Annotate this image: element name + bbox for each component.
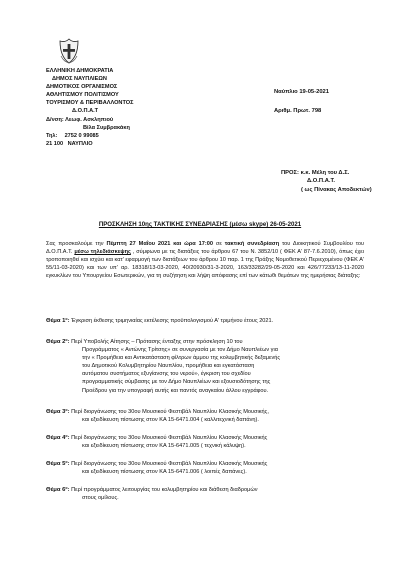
issuer-line: ΔΗΜΟΤΙΚΟΣ ΟΡΓΑΝΙΣΜΟΣ xyxy=(46,84,118,91)
agenda-item-label: Θέμα 2 xyxy=(46,339,66,345)
agenda-item-text: προγραμματικής σύμβασης με τον Δήμο Ναυπλιέων και εξουσιοδότησης της xyxy=(82,379,271,386)
meeting-type: τακτική συνεδρίαση xyxy=(224,241,280,247)
agenda-item-label: Θέμα 1 xyxy=(46,318,66,324)
intro-text: σε xyxy=(212,241,225,247)
issuer-line: Δ.Ο.Π.Α.Τ xyxy=(72,108,99,115)
meeting-datetime: Πέμπτη 27 Μαΐου 2021 και ώρα 17:00 xyxy=(106,241,213,247)
agenda-item-ordinal: ο xyxy=(65,317,68,321)
agenda-item-text: την « Προμήθεια και Αντικατάσταση φίλτρων άμμου της κολυμβητικής δεξαμενής xyxy=(82,355,281,362)
telephone-line xyxy=(46,132,133,140)
issuer-line: ΤΟΥΡΙΣΜΟΥ & ΠΕΡΙΒΑΛΛΟΝΤΟΣ xyxy=(46,100,134,107)
postal-code: 21 100 xyxy=(46,140,64,147)
agenda-item-label: Θέμα 5 xyxy=(46,461,66,467)
agenda-item: Θέμα $3^o$: Περί διοργάνωσης του 30ου Μουσικού Φεστιβάλ Ναυπλίου Κλασικής Μουσικής, και εξειδίκευση πίστωσης στον ΚΑ 15-6471.004 ( καλλιτεχνική δαπάνη). xyxy=(46,406,366,424)
greek-emblem-icon xyxy=(58,38,80,64)
issuer-line: Βίλα Συμβρακάκη xyxy=(83,124,130,131)
agenda-item-label: Θέμα 6 xyxy=(46,487,66,493)
agenda-item-ordinal: ο xyxy=(65,338,68,342)
issuer-line: ΕΛΛΗΝΙΚΗ ΔΗΜΟΚΡΑΤΙΑ xyxy=(46,68,114,74)
agenda-item-text: Προγράμματος « Αντώνης Τρίτσης» σε συνεργασία με τον Δήμο Ναυπλιέων για xyxy=(82,347,278,354)
agenda-item-text: Έγκριση έκθεσης τριμηνιαίας εκτέλεσης προϋπολογισμού Α' τριμήνου έτους 2021. xyxy=(71,318,274,324)
agenda-item-ordinal: ο xyxy=(65,460,68,464)
agenda-item: Θέμα $6^o$: Περί προγράμματος λειτουργίας του κολυμβητηρίου και διάθεση διαδρομών στους ομίλους. xyxy=(46,484,366,502)
agenda-item: Θέμα $1^o$: Έγκριση έκθεσης τριμηνιαίας εκτέλεσης προϋπολογισμού Α' τριμήνου έτους 2021. xyxy=(46,317,274,324)
recipient-block xyxy=(281,169,372,194)
agenda-item-text: Περί διοργάνωσης του 30ου Μουσικού Φεστιβάλ Ναυπλίου Κλασικής Μουσικής xyxy=(71,435,268,441)
agenda-item: Θέμα $2^o$: Περί Υποβολής Αίτησης – Πρότασης ένταξης στην πρόσκληση 10 του Προγράμματος « Αντώνης Τρίτσης» σε συνεργασία με τον Δήμο Ναυπλιέων για την « Προμήθεια και Αντικατάσταση φίλτρων άμμου της κολυμβητικής δεξαμενής του Δημοτικού Κολυμβητηρίου Ναυπλίου, προμήθεια και εγκατάσταση αυτόματου συστήματος εξυγίανσης του νερού», έγκριση του σχεδίου προγραμματικής σύμβασης με τον Δήμο Ναυπλιέων και εξουσιοδότησης της Προέδρου για την υπογραφή αυτής και παντός αναγκαίου άλλου εγγράφου. xyxy=(46,336,366,395)
recipient-line: ( ως Πίνακας Αποδεκτών) xyxy=(301,186,372,193)
telephone-value: 2752 0 99085 xyxy=(64,132,99,139)
agenda-item-text: και εξειδίκευση πίστωσης στον ΚΑ 15-6471.004 ( καλλιτεχνική δαπάνη). xyxy=(82,417,259,424)
reference-block xyxy=(274,88,329,115)
agenda-item-ordinal: ο xyxy=(65,486,68,490)
date-line: Ναύπλιο 19-05-2021 xyxy=(274,89,329,95)
agenda-item-ordinal: ο xyxy=(65,408,68,412)
agenda-item-text: στους ομίλους. xyxy=(82,495,119,502)
recipient-line: ΠΡΟΣ: κ.κ. Μέλη του Δ.Σ. xyxy=(281,170,350,176)
agenda-item-text: αυτόματου συστήματος εξυγίανσης του νερού», έγκριση του σχεδίου xyxy=(82,371,251,378)
document-title: ΠΡΟΣΚΛΗΣΗ 10ης ΤΑΚΤΙΚΗΣ ΣΥΝΕΔΡΙΑΣΗΣ (μέσω skype) 26-05-2021 xyxy=(98,221,302,228)
agenda-item-label: Θέμα 4 xyxy=(46,435,66,441)
issuer-block xyxy=(46,67,133,148)
agenda-item-ordinal: ο xyxy=(65,434,68,438)
issuer-line: Δ/νση: Λεωφ. Ασκληπιού xyxy=(46,116,114,123)
agenda-item-text: και εξειδίκευση πίστωσης στον ΚΑ 15-6471.005 ( τεχνική κάλυψη). xyxy=(82,443,246,450)
intro-text: Σας προσκαλούμε την xyxy=(46,241,107,247)
meeting-mode: μέσω τηλεδιάσκεψης xyxy=(74,249,131,256)
agenda-item-text: του Δημοτικού Κολυμβητηρίου Ναυπλίου, προμήθεια και εγκατάσταση xyxy=(82,363,255,370)
agenda-item: Θέμα $4^o$: Περί διοργάνωσης του 30ου Μουσικού Φεστιβάλ Ναυπλίου Κλασικής Μουσικής και εξειδίκευση πίστωσης στον ΚΑ 15-6471.005 ( τεχνική κάλυψη). xyxy=(46,432,366,450)
agenda-item-text: Περί διοργάνωσης του 30ου Μουσικού Φεστιβάλ Ναυπλίου Κλασικής Μουσικής, xyxy=(71,409,269,415)
intro-text: , σύμφωνα με τις διατάξεις του άρθρου 67 του Ν. 3852/10 ( ΦΕΚ Α' 87-7.6.2010), όπως έχει τροποποιηθεί και ισχύει και κατ' εφαρμογή των διατάξεων του άρθρου 10 παρ. 1 της Πράξης Νομοθετικού Περιεχομένου (ΦΕΚ Α' 55/11-03-2020) και των υπ' αρ. 18318/13-03-2020, 40/20930/31-3-2020, 163/33282/29-05-2020 και 426/77233/13-11-2020 εγκυκλίων του Υπουργείου Εσωτερικών, για τη συζήτηση και λήψη απόφασης επί των κάτωθι θεμάτων της ημερήσιας διάταξης: xyxy=(46,249,364,280)
agenda-item-text: Περί Υποβολής Αίτησης – Πρότασης ένταξης στην πρόσκληση 10 του xyxy=(71,339,243,345)
issuer-line: ΔΗΜΟΣ ΝΑΥΠΛΙΕΩΝ xyxy=(52,76,107,83)
agenda-item-text: Περί προγράμματος λειτουργίας του κολυμβητηρίου και διάθεση διαδρομών xyxy=(71,487,258,493)
agenda-item-text: Προέδρου για την υπογραφή αυτής και παντός αναγκαίου άλλου εγγράφου. xyxy=(82,387,269,394)
agenda-item-text: και εξειδίκευση πίστωσης στον ΚΑ 15-6471.006 ( λοιπές δαπάνες). xyxy=(82,469,247,476)
agenda-item: Θέμα $5^o$: Περί διοργάνωσης του 30ου Μουσικού Φεστιβάλ Ναυπλίου Κλασικής Μουσικής και εξειδίκευση πίστωσης στον ΚΑ 15-6471.006 ( λοιπές δαπάνες). xyxy=(46,458,366,476)
issuer-line: ΑΘΛΗΤΙΣΜΟΥ ΠΟΛΙΤΙΣΜΟΥ xyxy=(46,92,119,99)
city-name: ΝΑΥΠΛΙΟ xyxy=(67,140,93,147)
recipient-line: Δ.Ο.Π.Α.Τ. xyxy=(307,178,336,185)
agenda-item-text: Περί διοργάνωσης του 30ου Μουσικού Φεστιβάλ Ναυπλίου Κλασικής Μουσικής xyxy=(71,461,268,467)
protocol-number: Αριθμ. Πρωτ. 798 xyxy=(274,108,322,114)
agenda-item-label: Θέμα 3 xyxy=(46,409,66,415)
postal-line xyxy=(46,140,133,148)
telephone-label: Τηλ: xyxy=(46,132,58,139)
intro-text: του Διοικητικού Συμβουλίου του Δ.Ο.Π.Α.Τ. xyxy=(46,241,364,256)
intro-paragraph xyxy=(46,240,364,280)
